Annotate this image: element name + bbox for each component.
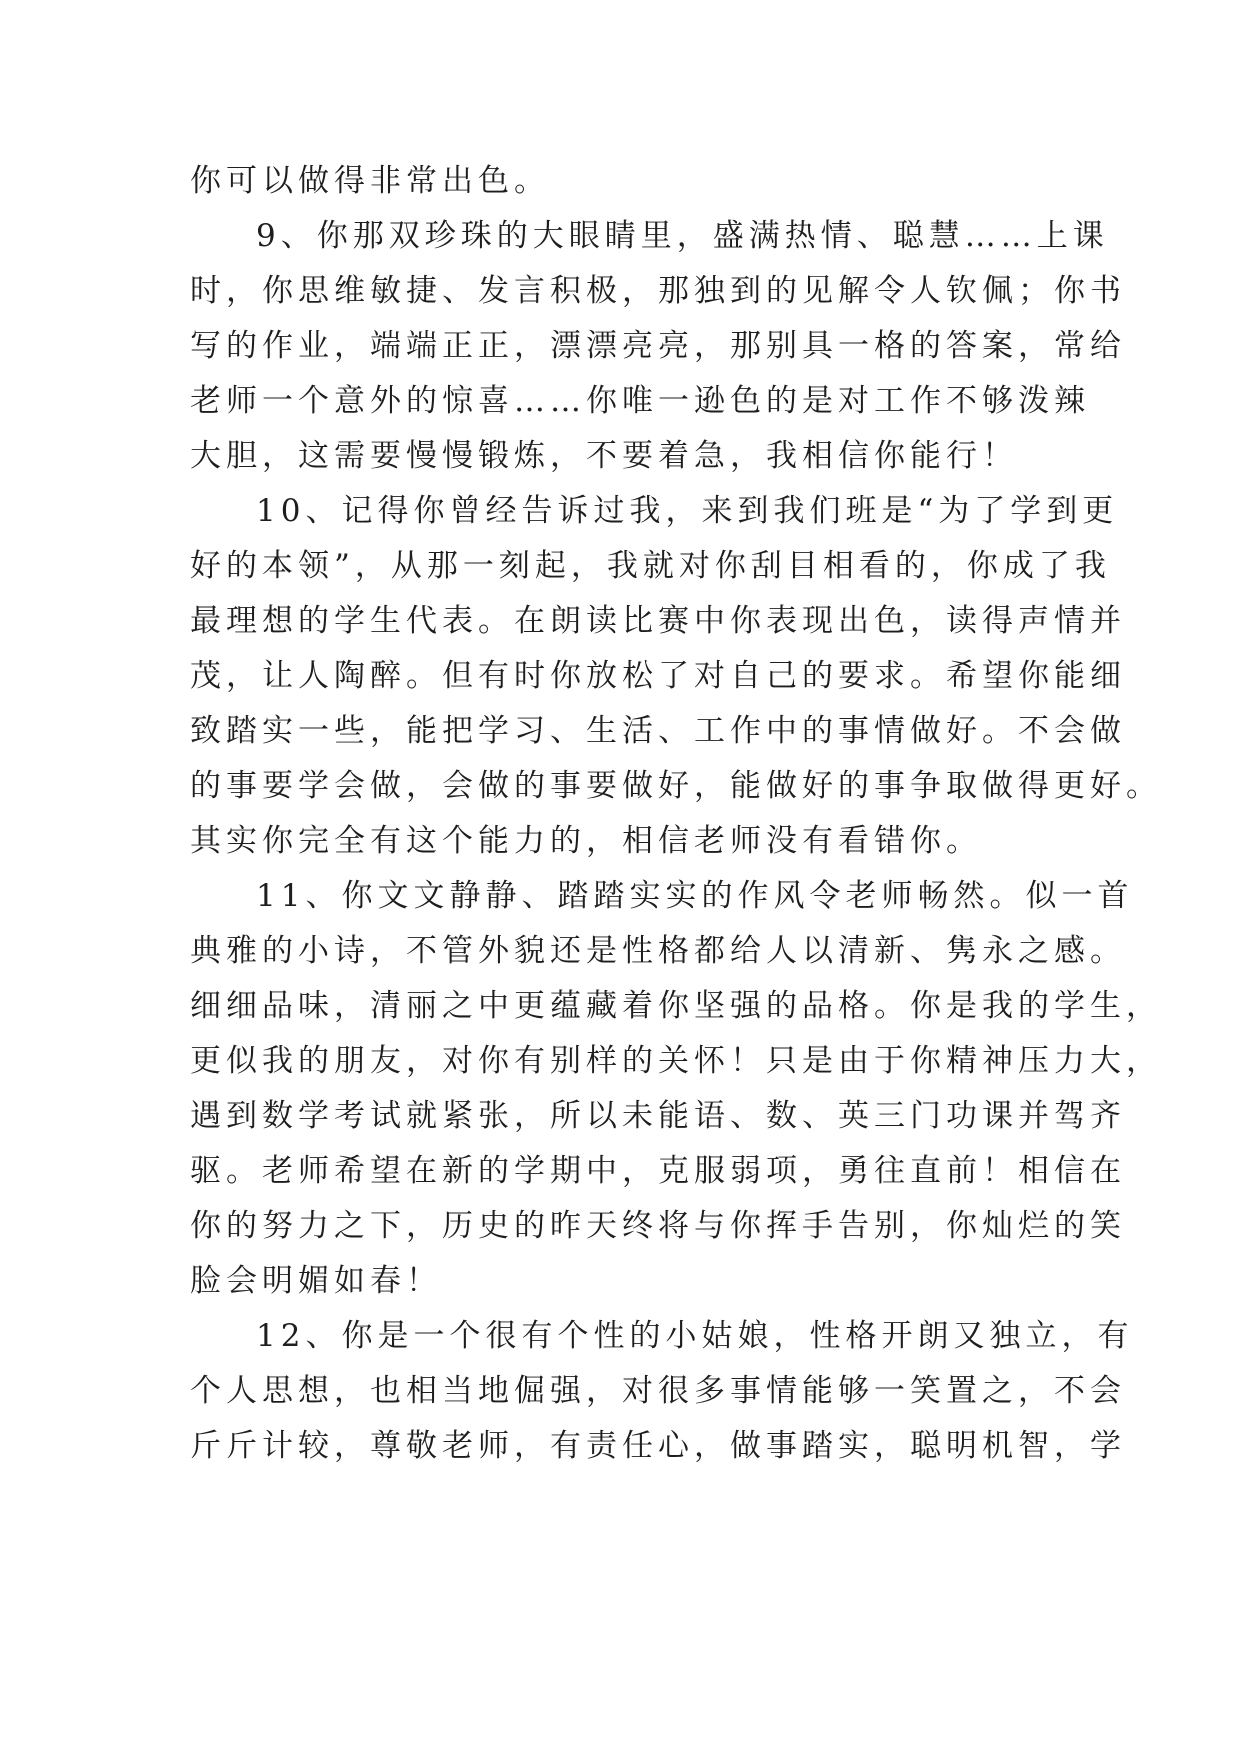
text-line: 时，你思维敏捷、发言积极，那独到的见解令人钦佩；你书	[190, 273, 1126, 309]
text-line: 10、记得你曾经告诉过我，来到我们班是“为了学到更	[256, 493, 1119, 529]
text-line: 驱。老师希望在新的学期中，克服弱项，勇往直前！相信在	[190, 1153, 1126, 1189]
text-line: 好的本领”，从那一刻起，我就对你刮目相看的，你成了我	[190, 548, 1111, 584]
text-line: 老师一个意外的惊喜……你唯一逊色的是对工作不够泼辣	[190, 383, 1090, 419]
text-line: 茂，让人陶醉。但有时你放松了对自己的要求。希望你能细	[190, 658, 1126, 694]
text-line: 你可以做得非常出色。	[190, 163, 550, 199]
text-line: 遇到数学考试就紧张，所以未能语、数、英三门功课并驾齐	[190, 1098, 1126, 1134]
text-line: 个人思想，也相当地倔强，对很多事情能够一笑置之，不会	[190, 1373, 1126, 1409]
text-line: 9、你那双珍珠的大眼睛里，盛满热情、聪慧……上课	[256, 218, 1109, 254]
text-line: 细细品味，清丽之中更蕴藏着你坚强的品格。你是我的学生，	[190, 988, 1162, 1024]
text-line: 大胆，这需要慢慢锻炼，不要着急，我相信你能行！	[190, 438, 1018, 474]
text-line: 你的努力之下，历史的昨天终将与你挥手告别，你灿烂的笑	[190, 1208, 1126, 1244]
text-line: 其实你完全有这个能力的，相信老师没有看错你。	[190, 823, 982, 859]
text-line: 更似我的朋友，对你有别样的关怀！只是由于你精神压力大，	[190, 1043, 1162, 1079]
text-line: 致踏实一些，能把学习、生活、工作中的事情做好。不会做	[190, 713, 1126, 749]
text-line: 的事要学会做，会做的事要做好，能做好的事争取做得更好。	[190, 768, 1162, 804]
text-line: 最理想的学生代表。在朗读比赛中你表现出色，读得声情并	[190, 603, 1126, 639]
text-line: 斤斤计较，尊敬老师，有责任心，做事踏实，聪明机智，学	[190, 1428, 1126, 1464]
text-line: 写的作业，端端正正，漂漂亮亮，那别具一格的答案，常给	[190, 328, 1126, 364]
text-line: 脸会明媚如春！	[190, 1263, 442, 1299]
text-line: 11、你文文静静、踏踏实实的作风令老师畅然。似一首	[256, 878, 1134, 914]
text-line: 12、你是一个很有个性的小姑娘，性格开朗又独立，有	[256, 1318, 1134, 1354]
document-body	[190, 154, 1162, 1474]
text-line: 典雅的小诗，不管外貌还是性格都给人以清新、隽永之感。	[190, 933, 1126, 969]
